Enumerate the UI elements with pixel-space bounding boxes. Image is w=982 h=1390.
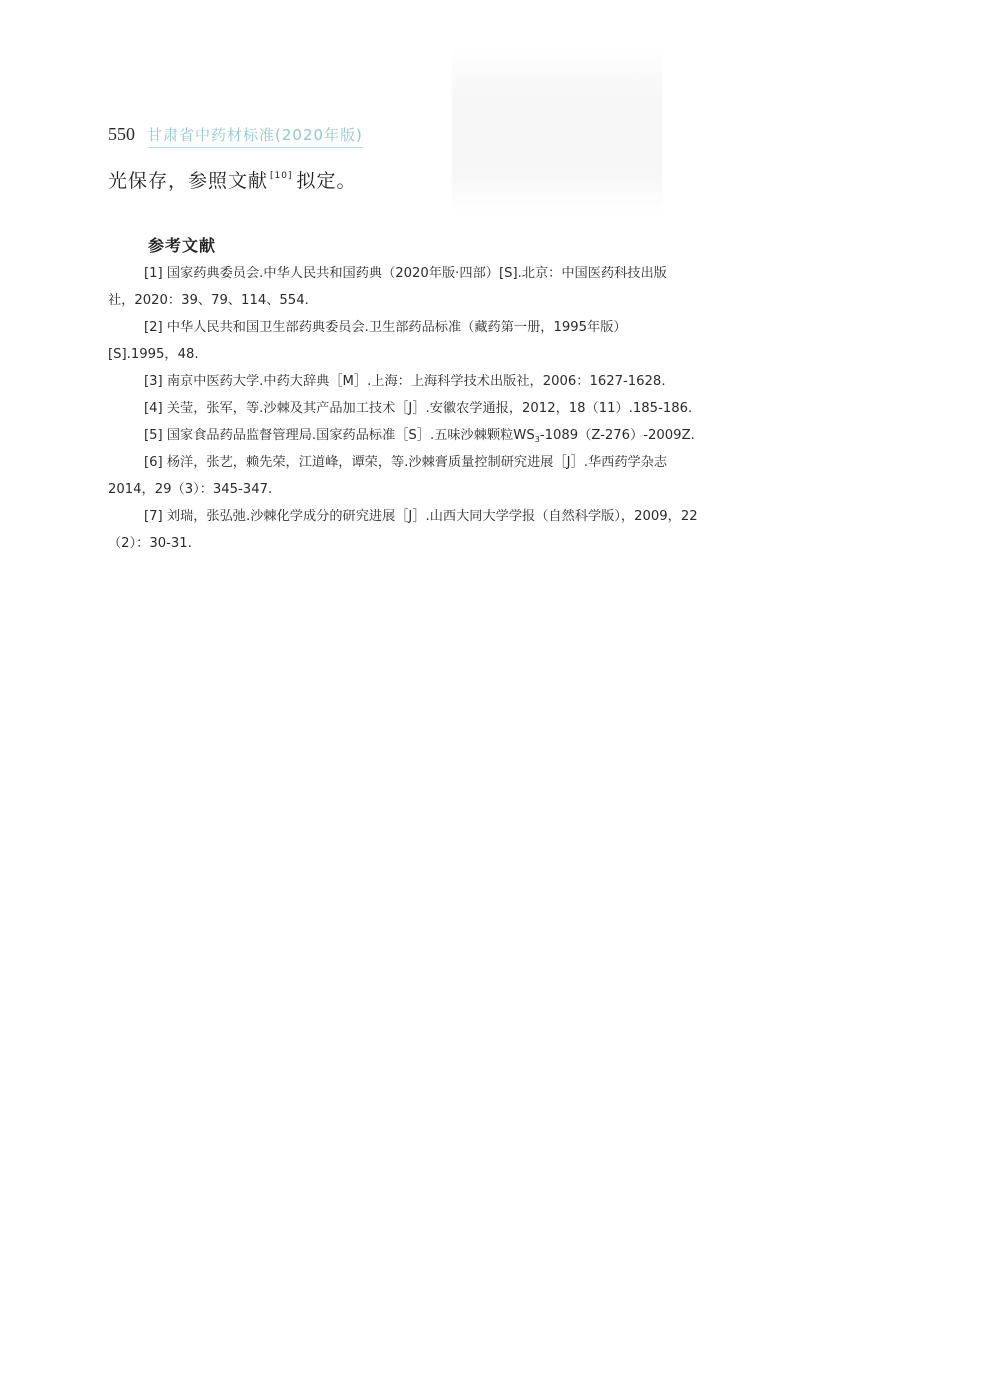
reference-7-line-1: [7] 刘瑞，张弘弛.沙棘化学成分的研究进展［J］.山西大同大学学报（自然科学版），2009，22 bbox=[144, 509, 698, 524]
page-header bbox=[108, 124, 363, 150]
body-paragraph bbox=[108, 166, 357, 193]
reference-5-line-1 bbox=[108, 422, 878, 449]
reference-2-line-1: [2] 中华人民共和国卫生部药典委员会.卫生部药品标准（藏药第一册，1995年版） bbox=[144, 320, 627, 335]
reference-5-subscript: 3 bbox=[534, 435, 540, 444]
reference-5-text-end: -1089（Z-276）-2009Z. bbox=[539, 428, 695, 443]
reference-4-line-1: [4] 关莹，张军，等.沙棘及其产品加工技术［J］.安徽农学通报，2012，18（11）.185-186. bbox=[144, 401, 693, 416]
reference-1-line-1: [1] 国家药典委员会.中华人民共和国药典（2020年版·四部）[S].北京：中国医药科技出版 bbox=[144, 266, 667, 281]
references-heading: 参考文献 bbox=[148, 236, 217, 255]
reference-1-line-2: 社，2020：39、79、114、554. bbox=[108, 293, 309, 308]
page-number: 550 bbox=[108, 124, 135, 144]
citation-marker: [10] bbox=[270, 171, 293, 181]
references-list bbox=[108, 260, 878, 557]
reference-3-line-1: [3] 南京中医药大学.中药大辞典［M］.上海：上海科学技术出版社，2006：1627-1628. bbox=[144, 374, 666, 389]
body-text-before: 光保存，参照文献 bbox=[108, 170, 269, 192]
reference-6-line-1: [6] 杨洋，张艺，赖先荣，江道峰，谭荣，等.沙棘膏质量控制研究进展［J］.华西药学杂志 bbox=[144, 455, 668, 470]
reference-7-line-2: （2）：30-31. bbox=[108, 536, 192, 551]
body-text-after: 拟定。 bbox=[296, 170, 357, 192]
reference-6-line-2: 2014，29（3）：345-347. bbox=[108, 482, 273, 497]
running-title: 甘肃省中药材标准(2020年版) bbox=[147, 124, 363, 148]
reference-5-text: [5] 国家食品药品监督管理局.国家药品标准［S］.五味沙棘颗粒WS bbox=[144, 428, 535, 443]
scan-shadow bbox=[452, 46, 662, 216]
reference-2-line-2: [S].1995，48. bbox=[108, 347, 199, 362]
